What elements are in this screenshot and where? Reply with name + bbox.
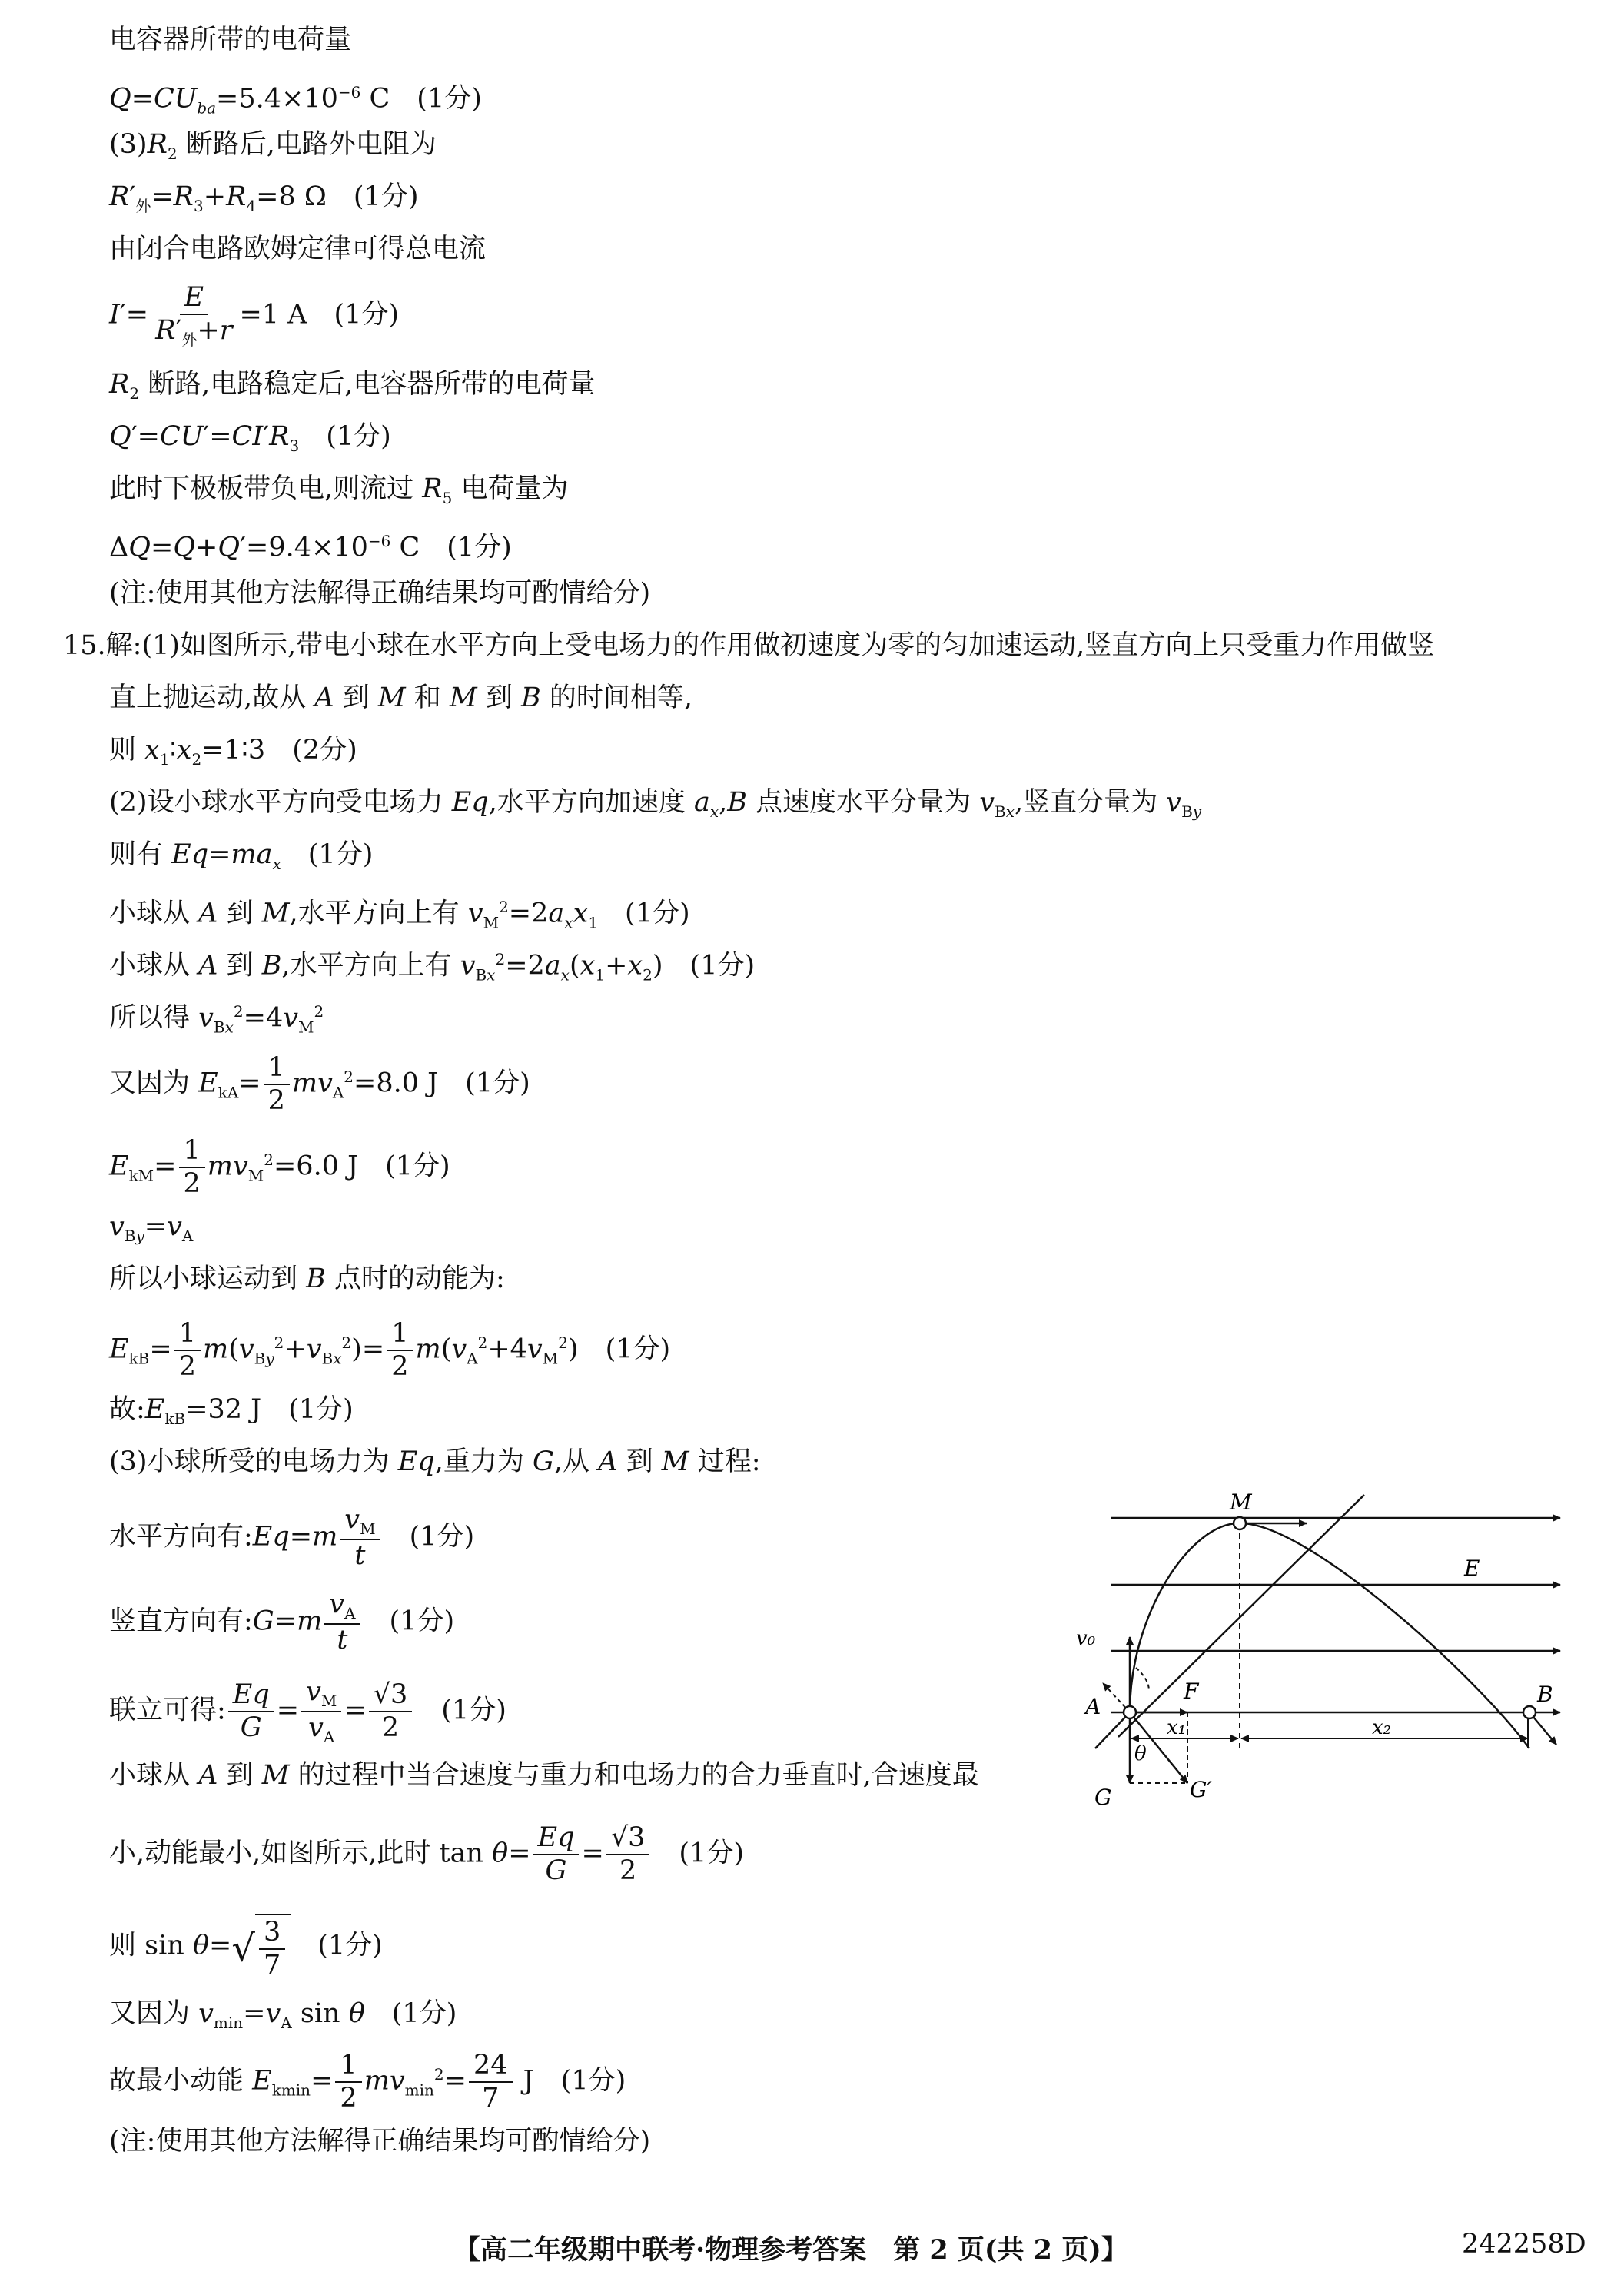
text-min-speed-1: 小球从 A 到 M 的过程中当合速度与重力和电场力的合力垂直时,合速度最 <box>109 1760 979 1791</box>
formula-vM: 小球从 A 到 M,水平方向上有 $v_M^2=2a_xx_1$ (1分) <box>109 898 690 932</box>
note-line-1: (注:使用其他方法解得正确结果均可酌情给分) <box>109 578 651 609</box>
label-F: F <box>1184 1679 1199 1704</box>
text-line-9: 此时下极板带负电,则流过 $R_5$ 电荷量为 <box>109 473 569 507</box>
ratio-line: 则 $x_1∶x_2=1∶3$ (2分) <box>109 735 357 769</box>
label-M: M <box>1230 1489 1252 1515</box>
formula-external-resistance: $R'_外=R_3+R_4=8$ Ω (1分) <box>109 181 419 215</box>
label-G: G <box>1094 1785 1112 1810</box>
label-v0: v₀ <box>1076 1627 1096 1650</box>
formula-charge-Qprime: $Q'=CU'=CI'R_3$ (1分) <box>109 421 391 455</box>
label-E: E <box>1464 1556 1480 1581</box>
label-B: B <box>1537 1682 1553 1707</box>
label-Gprime: G′ <box>1190 1777 1212 1802</box>
part-2-intro: (2)设小球水平方向受电场力 Eq,水平方向加速度 $a_x,B$ 点速度水平分量为 $v_{Bx}$,竖直分量为 $v_{By}$ <box>109 787 1202 821</box>
label-theta: θ <box>1134 1742 1147 1765</box>
footer-title: 【高二年级期中联考·物理参考答案 第 2 页(共 2 页)】 <box>453 2234 1128 2266</box>
formula-EkM: $E_{kM}=$ $\frac{1}{2}$ $mv_M^2=6.0$ J (1分) <box>109 1135 450 1200</box>
formula-total-current: I′= $\frac{E}{R'_外+r}$ =1 A (1分) <box>109 282 400 349</box>
formula-Ekmin: 故最小动能 $E_{kmin}=$ $\frac{1}{2}$ $mv_{min}^2=$ $\frac{24}{7}$ J (1分) <box>109 2050 626 2114</box>
formula-vertical: 竖直方向有:G=m $\frac{v_A}{t}$ (1分) <box>109 1589 455 1655</box>
problem-15-line-1: 15.解:(1)如图所示,带电小球在水平方向上受电场力的作用做初速度为零的匀加速运动,竖直方向上只受重力作用做竖 <box>63 630 1435 661</box>
formula-EkB-value: 故$:E_{kB}=32$ J (1分) <box>109 1394 354 1428</box>
formula-horizontal: 水平方向有:Eq=m $\frac{v_M}{t}$ (1分) <box>109 1504 475 1571</box>
text-line-1: 电容器所带的电荷量 <box>109 25 352 55</box>
text-line-3: $(3)R_2$ 断路后,电路外电阻为 <box>109 129 437 163</box>
problem-15-line-2: 直上抛运动,故从 A 到 M 和 M 到 B 的时间相等, <box>109 682 693 713</box>
formula-vmin: 又因为 $v_{min}=v_A$ sin θ (1分) <box>109 1998 457 2032</box>
motion-diagram <box>1076 1483 1583 1837</box>
formula-vBy: $v_{By}=v_A$ <box>109 1211 194 1245</box>
footer-code: 242258D <box>1462 2229 1586 2260</box>
label-A: A <box>1085 1694 1101 1719</box>
part-3-intro: (3)小球所受的电场力为 Eq,重力为 G,从 A 到 M 过程: <box>109 1446 761 1477</box>
text-line-7: $R_2$ 断路,电路稳定后,电容器所带的电荷量 <box>109 369 596 403</box>
label-x2: x₂ <box>1372 1716 1392 1739</box>
text-kinetic-B: 所以小球运动到 B 点时的动能为: <box>109 1264 505 1294</box>
point-M <box>1234 1517 1246 1529</box>
formula-delta-Q: $\Delta Q=Q+Q'=9.4\times 10^{-6}$ C (1分) <box>109 532 512 563</box>
formula-tan-theta: 小,动能最小,如图所示,此时 tan θ= $\frac{Eq}{G}$ = $\frac{√3}{2}$ (1分) <box>109 1822 744 1886</box>
formula-vBx: 小球从 A 到 B,水平方向上有 $v_{Bx}^2=2a_x(x_1+x_2)$ (1分) <box>109 950 756 985</box>
point-B <box>1523 1706 1536 1718</box>
formula-charge-Q: $Q=CU_{ba}=5.4\times 10^{-6}$ C (1分) <box>109 83 482 118</box>
formula-ratio: 联立可得: $\frac{Eq}{G}$ = $\frac{v_M}{v_A}$ = $\frac{√3}{2}$ (1分) <box>109 1676 506 1746</box>
formula-eq-max: 则有 $Eq=ma_x$ (1分) <box>109 839 374 873</box>
note-line-2: (注:使用其他方法解得正确结果均可酌情给分) <box>109 2126 651 2157</box>
formula-sin-theta: 则 sin θ=√ $\frac{3}{7}$ (1分) <box>109 1914 383 1980</box>
formula-EkB: $E_{kB}=$ $\frac{1}{2}$ $m(v_{By}^2+v_{Bx}^2)=$ $\frac{1}{2}$ $m(v_A^2+4v_M^2)$ (1分) <box>109 1318 671 1383</box>
formula-vBx-4vM: 所以得 $v_{Bx}^2=4v_M^2$ <box>109 1002 324 1037</box>
label-x1: x₁ <box>1167 1716 1187 1739</box>
point-A <box>1124 1706 1136 1718</box>
text-line-5: 由闭合电路欧姆定律可得总电流 <box>109 234 487 264</box>
formula-EkA: 又因为 $E_{kA}=$ $\frac{1}{2}$ $mv_A^2=8.0$ J (1分) <box>109 1052 530 1117</box>
tangent-line <box>1118 1495 1364 1737</box>
